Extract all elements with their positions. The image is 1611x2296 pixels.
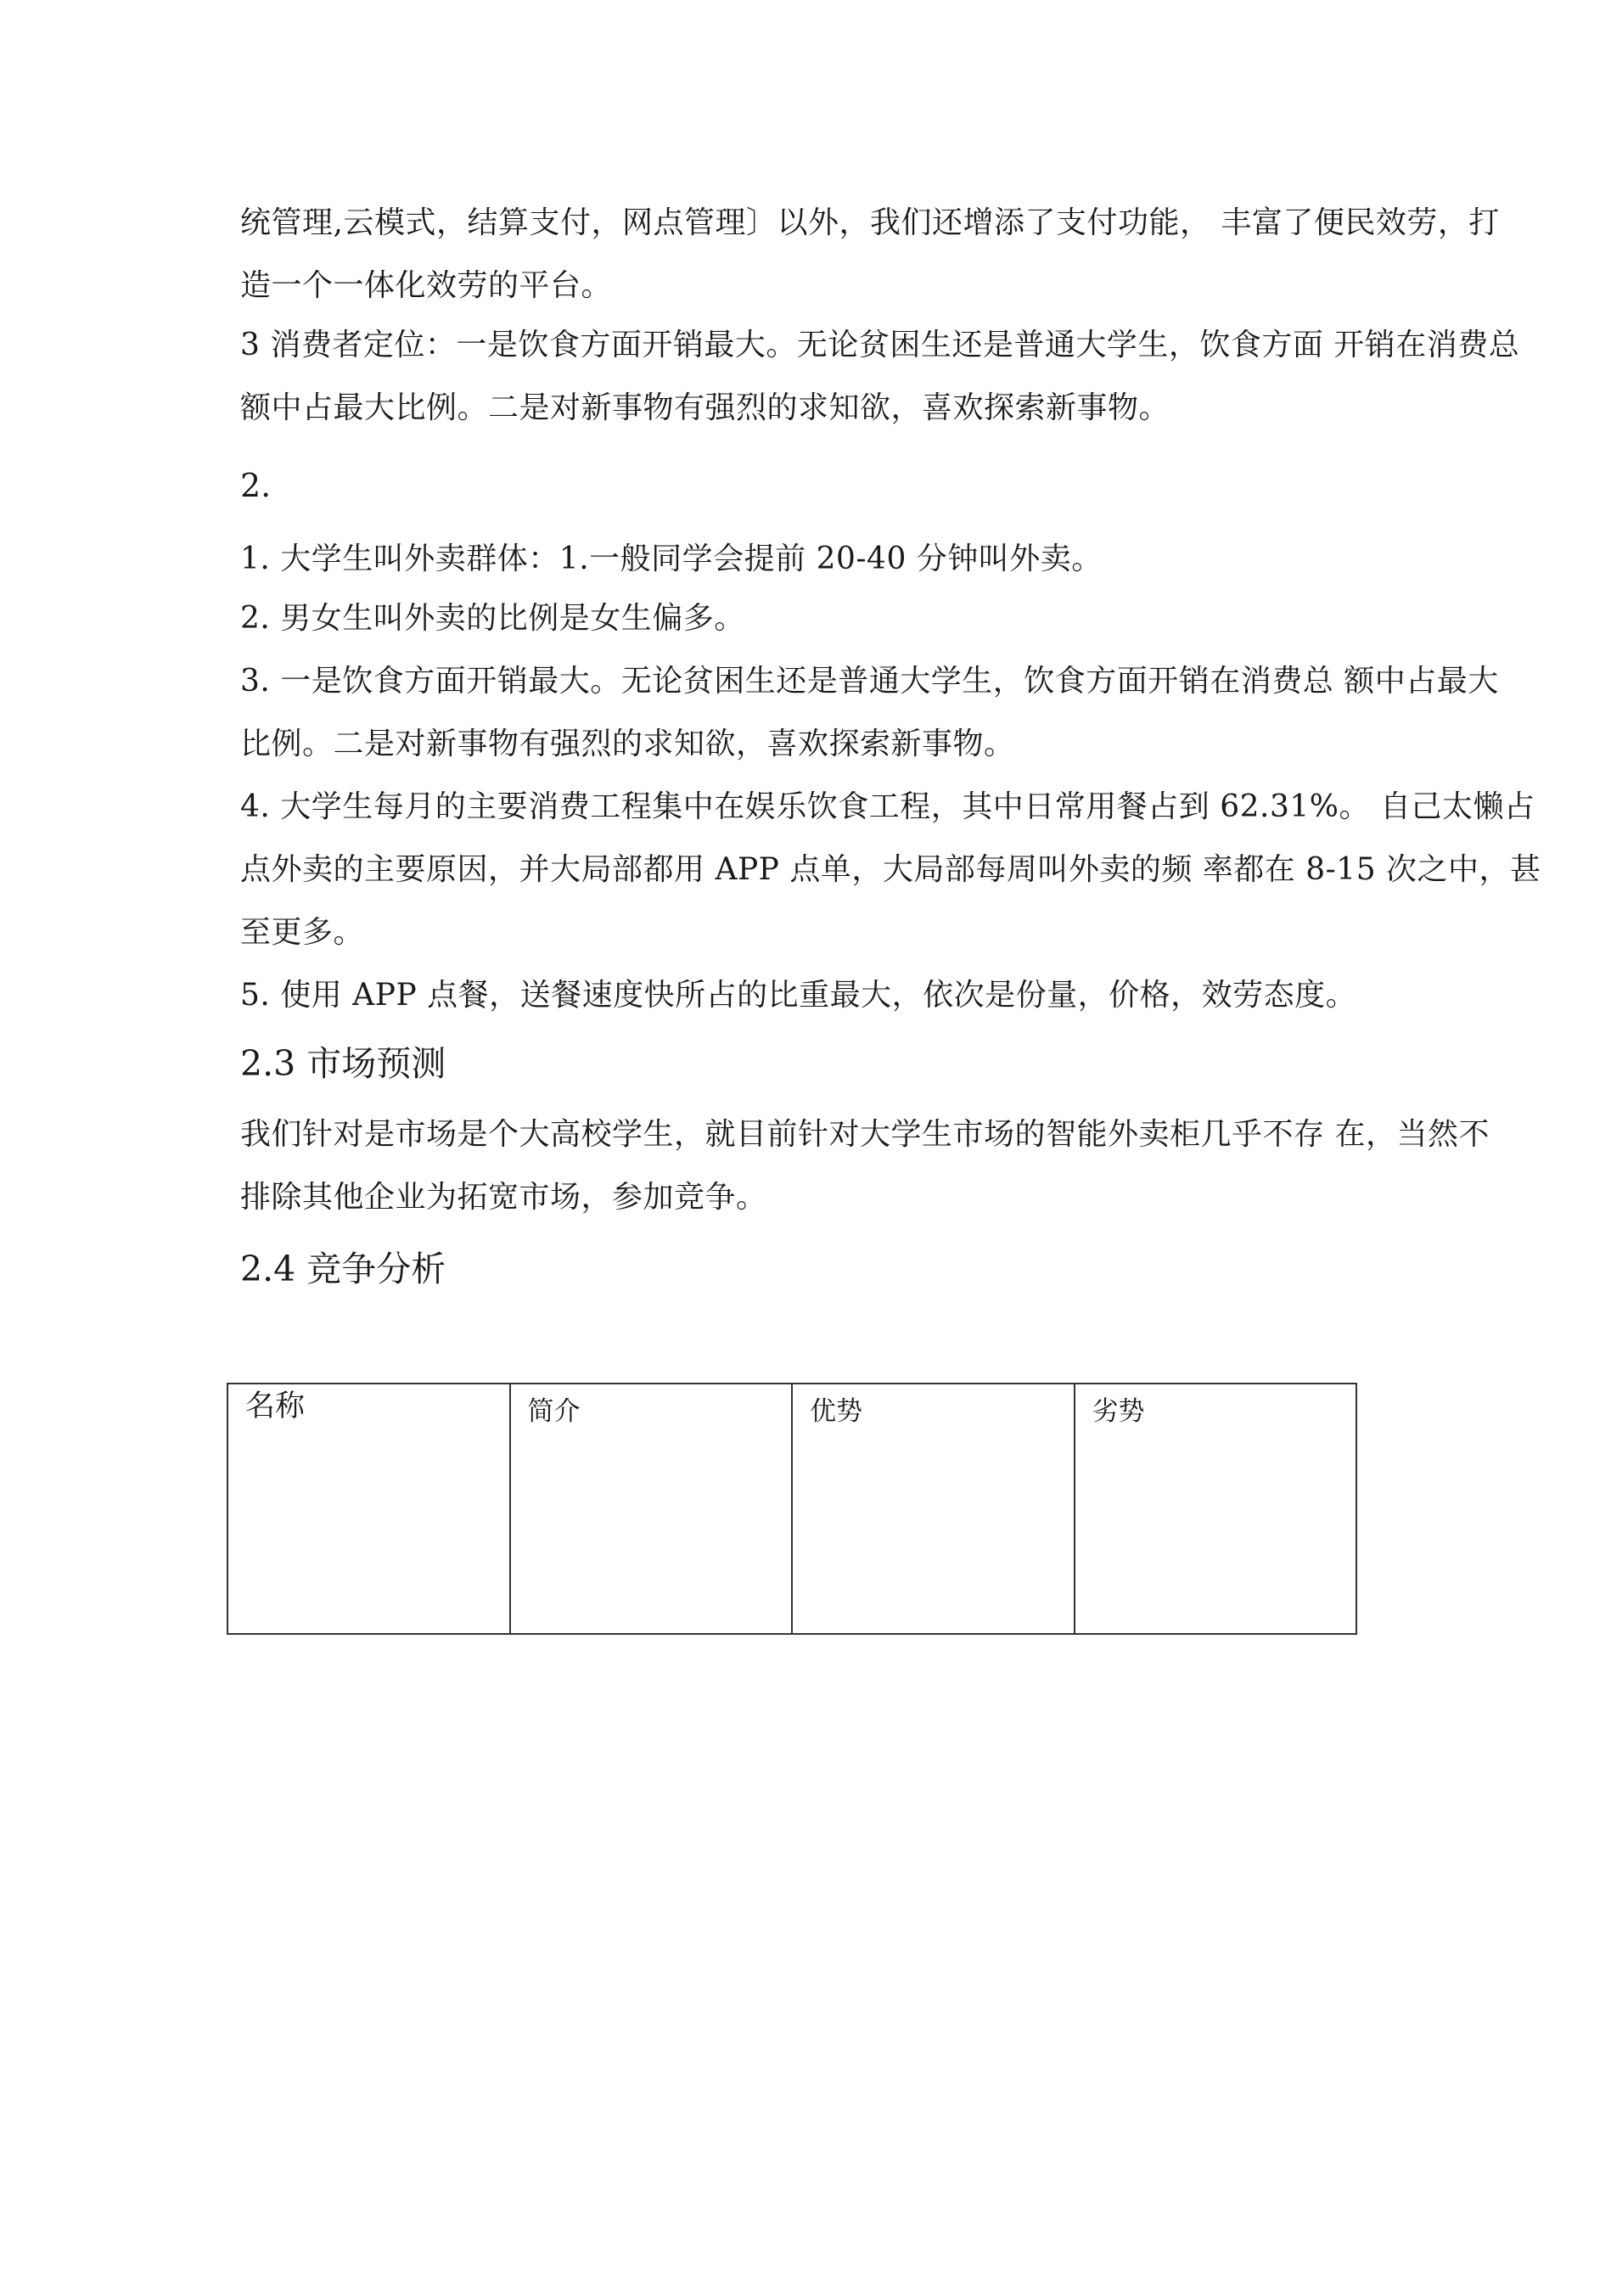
list-item: 比例。二是对新事物有强烈的求知欲，喜欢探索新事物。: [240, 727, 1015, 761]
paragraph-line: 造一个一体化效劳的平台。: [240, 268, 613, 303]
paragraph-line: 3 消费者定位：一是饮食方面开销最大。无论贫困生还是普通大学生，饮食方面 开销在消费总: [240, 328, 1520, 362]
table-header-advantage: 优势: [792, 1384, 1075, 1634]
list-item: 至更多。: [240, 915, 365, 950]
paragraph-line: 排除其他企业为拓宽市场，参加竞争。: [240, 1180, 767, 1215]
list-item: 3. 一是饮食方面开销最大。无论贫困生还是普通大学生，饮食方面开销在消费总 额中占最大: [240, 664, 1499, 699]
list-item: 4. 大学生每月的主要消费工程集中在娱乐饮食工程，其中日常用餐占到 62.31%。 自己太懒占: [240, 789, 1535, 824]
table-header-disadvantage: 劣势: [1075, 1384, 1357, 1634]
section-heading: 2.3 市场预测: [240, 1043, 446, 1084]
list-item: 点外卖的主要原因，并大局部都用 APP 点单，大局部每周叫外卖的频 率都在 8-15 次之中，甚: [240, 852, 1541, 887]
section-heading: 2.: [240, 467, 272, 504]
paragraph-line: 我们针对是市场是个大高校学生，就目前针对大学生市场的智能外卖柜几乎不存 在，当然不: [240, 1117, 1490, 1152]
paragraph-line: 统管理,云模式，结算支付，网点管理〕以外，我们还增添了支付功能， 丰富了便民效劳，打: [240, 205, 1500, 240]
table-row: [227, 1384, 1356, 1634]
paragraph-line: 额中占最大比例。二是对新事物有强烈的求知欲，喜欢探索新事物。: [240, 390, 1170, 425]
table-header-intro: 简介: [510, 1384, 793, 1634]
section-heading: 2.4 竞争分析: [240, 1249, 446, 1289]
list-item: 5. 使用 APP 点餐，送餐速度快所占的比重最大，依次是份量，价格，效劳态度。: [240, 978, 1357, 1013]
list-item: 2. 男女生叫外卖的比例是女生偏多。: [240, 601, 745, 636]
list-item: 1. 大学生叫外卖群体：1.一般同学会提前 20-40 分钟叫外卖。: [240, 542, 1103, 576]
competition-table: [227, 1383, 1357, 1635]
table-header-name: 名称: [227, 1384, 510, 1634]
